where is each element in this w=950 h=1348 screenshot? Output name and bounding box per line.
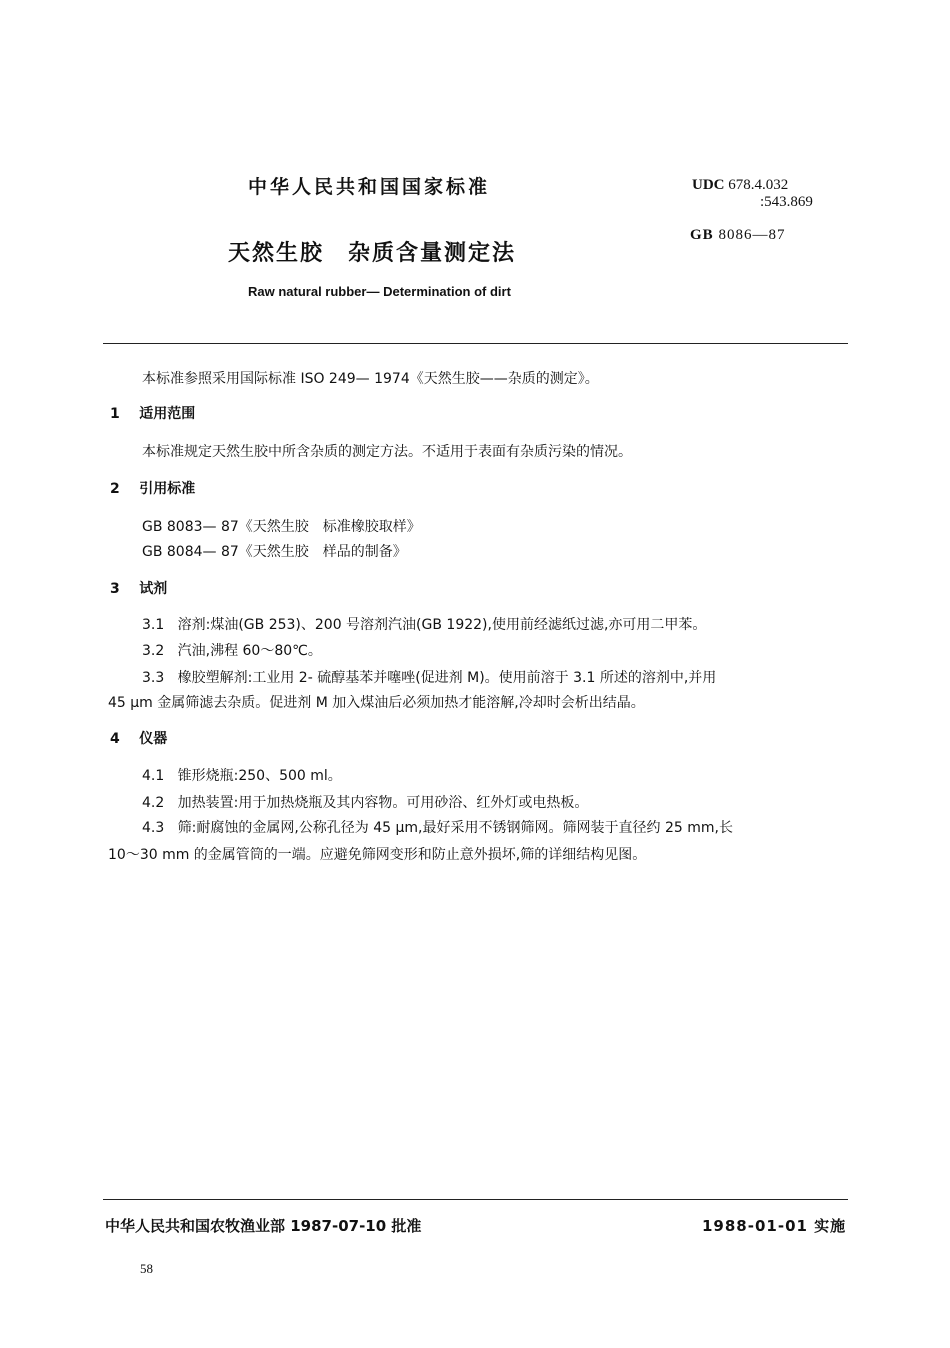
title-part1: 天然生胶 bbox=[228, 241, 325, 266]
clause-number: 4.3 bbox=[142, 820, 165, 836]
footer-divider bbox=[103, 1199, 848, 1200]
section-2-heading bbox=[110, 478, 195, 498]
clause-number: 4.1 bbox=[142, 768, 165, 784]
section-3-heading bbox=[110, 578, 167, 598]
apparatus-item bbox=[142, 765, 342, 785]
clause-text: 溶剂:煤油(GB 253)、200 号溶剂汽油(GB 1922),使用前经滤纸过滤,亦可用二甲苯。 bbox=[177, 617, 707, 633]
gb-number bbox=[690, 227, 785, 244]
clause-text: 加热装置:用于加热烧瓶及其内容物。可用砂浴、红外灯或电热板。 bbox=[177, 795, 589, 811]
reagent-item bbox=[142, 640, 322, 660]
apparatus-item bbox=[142, 792, 588, 812]
reagent-item bbox=[142, 667, 716, 687]
page-number: 58 bbox=[140, 1261, 153, 1276]
gb-label: GB bbox=[690, 227, 714, 243]
country-standard-heading: 中华人民共和国国家标准 bbox=[248, 176, 491, 198]
reference-item: GB 8084— 87《天然生胶 样品的制备》 bbox=[142, 544, 407, 560]
approval-line: 中华人民共和国农牧渔业部 1987-07-10 批准 bbox=[105, 1217, 422, 1235]
clause-number: 3.1 bbox=[142, 617, 165, 633]
udc-label: UDC bbox=[692, 177, 725, 193]
document-title bbox=[228, 236, 516, 267]
english-subtitle: Raw natural rubber— Determination of dirt bbox=[248, 284, 511, 299]
udc-value-1: 678.4.032 bbox=[728, 177, 789, 193]
gb-number-value: 8086—87 bbox=[718, 227, 786, 243]
section-number: 1 bbox=[110, 406, 120, 422]
section-number: 3 bbox=[110, 581, 120, 597]
apparatus-item bbox=[142, 817, 733, 837]
intro-text: 本标准参照采用国际标准 ISO 249— 1974《天然生胶——杂质的测定》。 bbox=[142, 371, 599, 387]
scope-text: 本标准规定天然生胶中所含杂质的测定方法。不适用于表面有杂质污染的情况。 bbox=[142, 444, 632, 460]
section-number: 4 bbox=[110, 731, 120, 747]
udc-value-2: :543.869 bbox=[760, 194, 813, 210]
clause-number: 3.2 bbox=[142, 643, 165, 659]
section-title: 试剂 bbox=[139, 581, 168, 597]
clause-text: 汽油,沸程 60～80℃。 bbox=[177, 643, 322, 659]
clause-text: 筛:耐腐蚀的金属网,公称孔径为 45 μm,最好采用不锈钢筛网。筛网装于直径约 25 mm,长 bbox=[177, 820, 733, 836]
section-title: 仪器 bbox=[139, 731, 168, 747]
header-divider bbox=[103, 343, 848, 344]
reagent-item bbox=[142, 614, 706, 634]
udc-code-line1 bbox=[692, 177, 788, 194]
section-number: 2 bbox=[110, 481, 120, 497]
clause-text: 锥形烧瓶:250、500 ml。 bbox=[177, 768, 342, 784]
reagent-continuation: 45 μm 金属筛滤去杂质。促进剂 M 加入煤油后必须加热才能溶解,冷却时会析出结晶。 bbox=[108, 695, 645, 711]
section-title: 适用范围 bbox=[139, 406, 196, 422]
effective-date: 1988-01-01 实施 bbox=[702, 1217, 847, 1235]
section-1-heading bbox=[110, 403, 195, 423]
section-title: 引用标准 bbox=[139, 481, 196, 497]
clause-text: 橡胶塑解剂:工业用 2- 硫醇基苯并噻唑(促进剂 M)。使用前溶于 3.1 所述的溶剂中,并用 bbox=[177, 670, 717, 686]
reference-item: GB 8083— 87《天然生胶 标准橡胶取样》 bbox=[142, 519, 421, 535]
clause-number: 4.2 bbox=[142, 795, 165, 811]
clause-number: 3.3 bbox=[142, 670, 165, 686]
apparatus-continuation: 10～30 mm 的金属管筒的一端。应避免筛网变形和防止意外损坏,筛的详细结构见图。 bbox=[108, 847, 647, 863]
title-part2: 杂质含量测定法 bbox=[348, 241, 517, 266]
section-4-heading bbox=[110, 728, 167, 748]
